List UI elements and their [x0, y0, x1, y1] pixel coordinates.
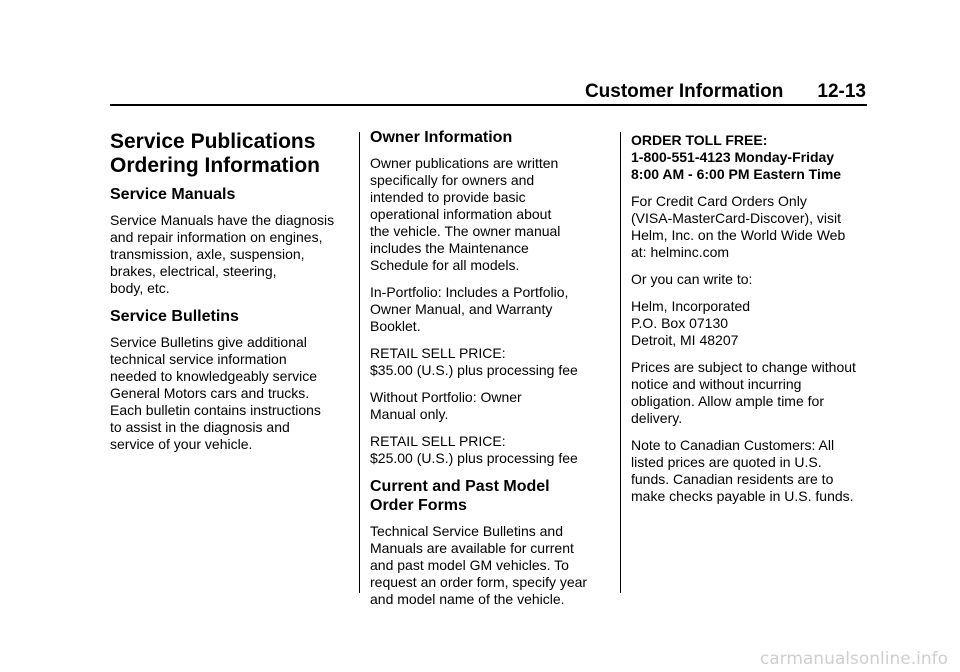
section-title: Customer Information: [584, 81, 784, 102]
canadian-note: Note to Canadian Customers: All listed prices are quoted in U.S. funds. Canadian residents are to make checks payable in U.S. funds.: [631, 437, 854, 504]
page-number: 12-13: [817, 81, 866, 102]
order-toll-free: ORDER TOLL FREE: 1-800-551-4123 Monday-Friday 8:00 AM - 6:00 PM Eastern Time: [631, 132, 842, 182]
column-2: [370, 128, 610, 618]
service-manuals-text: Service Manuals have the diagnosis and repair information on engines, transmission, axle, suspension, brakes, electrical, steering, body, etc.: [110, 212, 335, 296]
header-rule: [110, 104, 867, 106]
write-to-text: Or you can write to:: [631, 271, 753, 287]
owner-information-text: Owner publications are written specifically for owners and intended to provide basic operational information about the vehicle. The owner manual includes the Maintenance Schedule for all models.: [370, 155, 561, 273]
watermark: carmanualsonline.info: [759, 649, 948, 669]
retail-price-2: RETAIL SELL PRICE: $25.00 (U.S.) plus processing fee: [370, 433, 578, 466]
mailing-address: Helm, Incorporated P.O. Box 07130 Detroit, MI 48207: [631, 298, 751, 348]
heading-service-bulletins: Service Bulletins: [110, 308, 239, 325]
service-bulletins-text: Service Bulletins give additional technical service information needed to knowledgeably service General Motors cars and trucks. Each bulletin contains instructions to assist in the diagnosis and service of your vehicle.: [110, 334, 321, 452]
heading-service-manuals: Service Manuals: [110, 186, 236, 203]
column-1: [110, 128, 350, 463]
prices-notice: Prices are subject to change without notice and without incurring obligation. Allow ample time for delivery.: [631, 359, 856, 426]
column-3: [631, 132, 871, 515]
column-divider-2: [620, 132, 621, 593]
heading-owner-information: Owner Information: [370, 129, 513, 146]
in-portfolio-text: In-Portfolio: Includes a Portfolio, Owner Manual, and Warranty Booklet.: [370, 284, 569, 334]
credit-card-text: For Credit Card Orders Only (VISA-MasterCard-Discover), visit Helm, Inc. on the World Wide Web at: helminc.com: [631, 193, 846, 260]
without-portfolio-text: Without Portfolio: Owner Manual only.: [370, 389, 522, 422]
column-divider-1: [359, 132, 360, 593]
page-header: [0, 80, 866, 104]
order-forms-text: Technical Service Bulletins and Manuals are available for current and past model GM vehicles. To request an order form, specify year and model name of the vehicle.: [370, 523, 588, 607]
section-title-service-publications: Service Publications Ordering Information: [110, 130, 320, 177]
retail-price-1: RETAIL SELL PRICE: $35.00 (U.S.) plus processing fee: [370, 345, 578, 378]
heading-order-forms: Current and Past Model Order Forms: [370, 478, 550, 514]
